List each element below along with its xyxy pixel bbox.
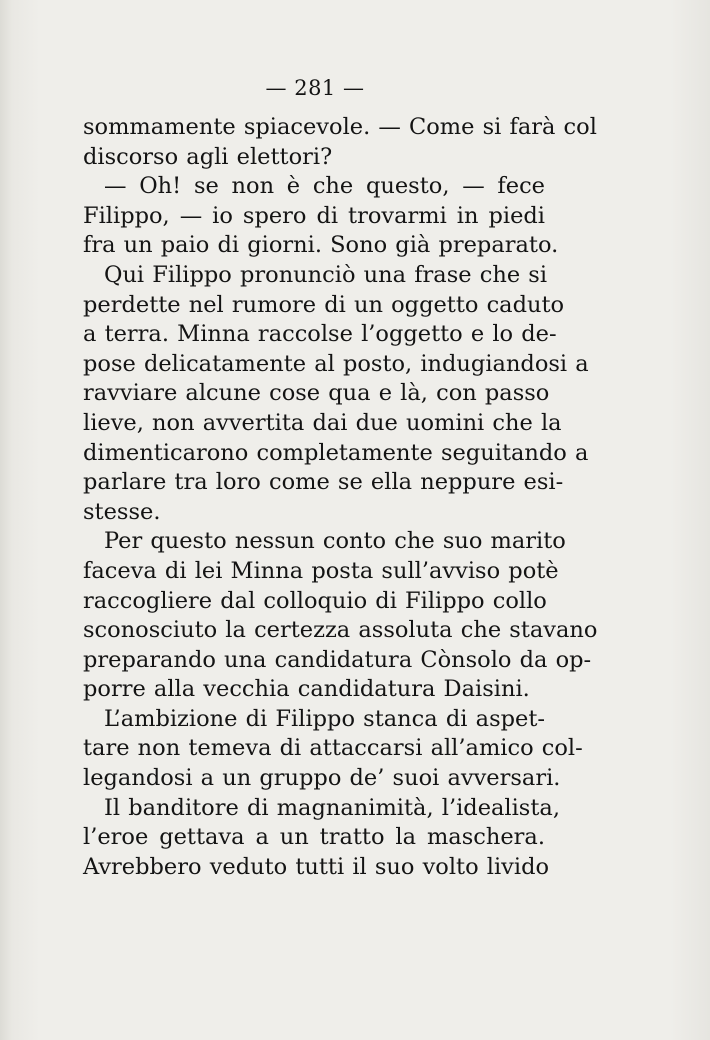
text-line: Avrebbero veduto tutti il suo volto livido [83, 853, 550, 880]
page-number: — 281 — [265, 76, 365, 100]
text-line: Per questo nessun conto che suo marito [104, 528, 566, 555]
text-line: Qui Filippo pronunciò una frase che si [104, 261, 548, 288]
text-line: dimenticarono completamente seguitando a [83, 439, 589, 466]
text-line: l’eroe gettava a un tratto la maschera. [83, 824, 545, 851]
text-line: Filippo, — io spero di trovarmi in piedi [83, 202, 545, 229]
text-line: pose delicatamente al posto, indugiandosi a [83, 350, 589, 377]
text-line: L’ambizione di Filippo stanca di aspet- [104, 705, 545, 732]
text-line: preparando una candidatura Cònsolo da op- [83, 646, 592, 673]
text-line: fra un paio di giorni. Sono già preparato. [83, 232, 559, 259]
text-line: sconosciuto la certezza assoluta che stavano [83, 617, 598, 644]
text-line: porre alla vecchia candidatura Daisini. [83, 676, 530, 703]
text-line: discorso agli elettori? [83, 143, 333, 170]
text-line: lieve, non avvertita dai due uomini che la [83, 409, 562, 436]
text-line: tare non temeva di attaccarsi all’amico col- [83, 735, 583, 762]
text-line: stesse. [83, 498, 161, 525]
text-line: perdette nel rumore di un oggetto caduto [83, 291, 565, 318]
text-line: ravviare alcune cose qua e là, con passo [83, 380, 550, 407]
text-line: parlare tra loro come se ella neppure esi- [83, 469, 564, 496]
text-line: faceva di lei Minna posta sull’avviso potè [83, 557, 559, 584]
text-line: sommamente spiacevole. — Come si farà col [83, 114, 597, 140]
text-line: Il banditore di magnanimità, l’idealista, [104, 794, 560, 821]
text-line: a terra. Minna raccolse l’oggetto e lo de- [83, 321, 557, 348]
text-line: — Oh! se non è che questo, — fece [104, 173, 545, 200]
body-text [83, 113, 598, 882]
text-line: legandosi a un gruppo de’ suoi avversari. [83, 765, 561, 792]
text-line: raccogliere dal colloquio di Filippo collo [83, 587, 547, 614]
